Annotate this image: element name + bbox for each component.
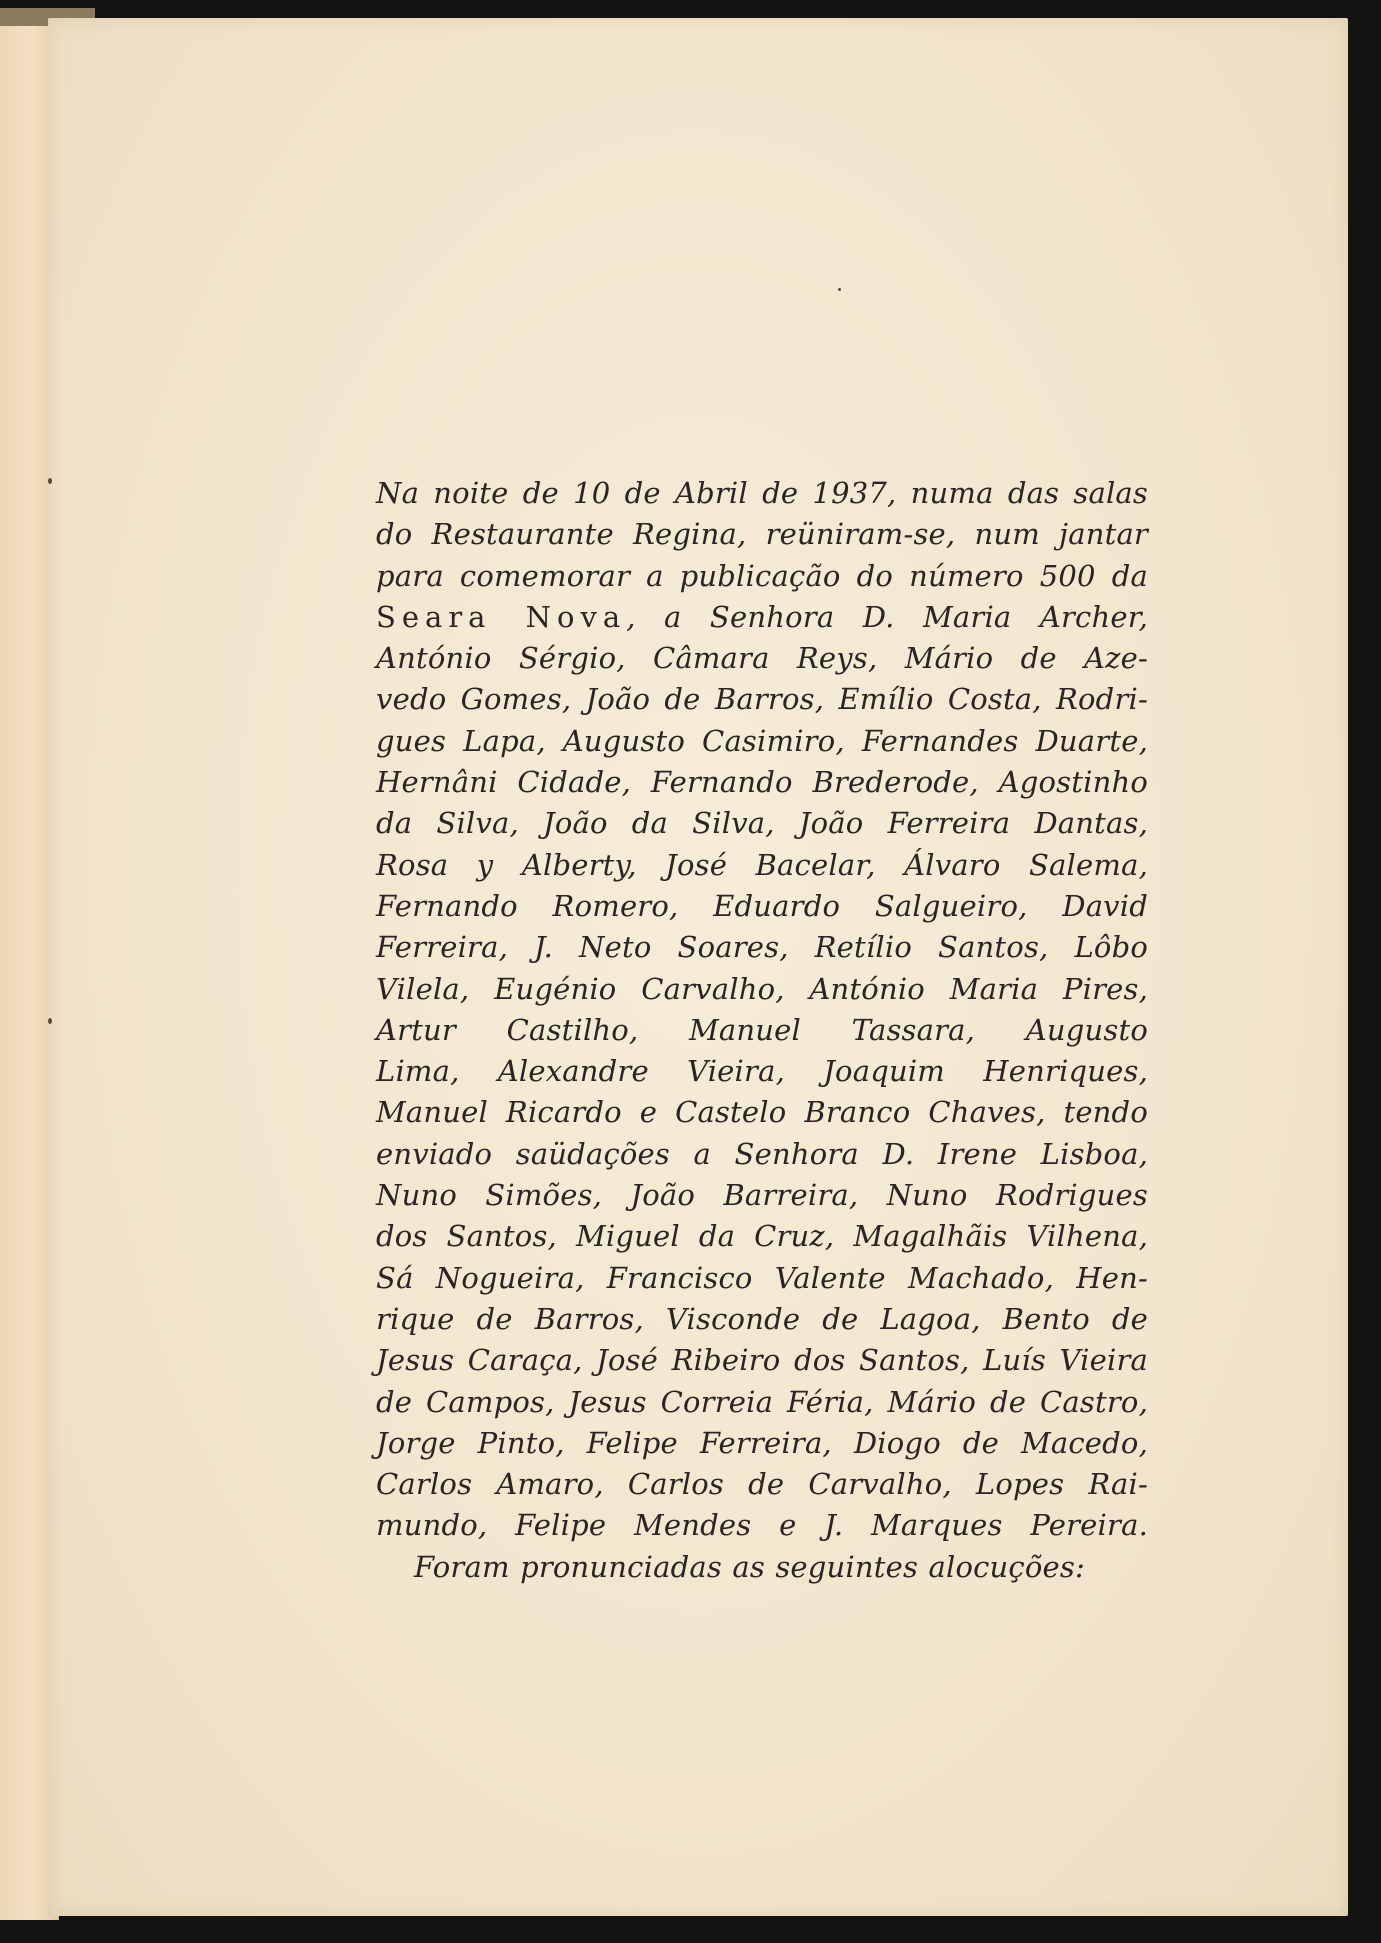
- text-line: de Campos, Jesus Correia Féria, Mário de Castro,: [376, 1384, 1148, 1419]
- text-line: Artur Castilho, Manuel Tassara, Augusto: [376, 1012, 1148, 1047]
- text-line: enviado saüdações a Senhora D. Irene Lisboa,: [376, 1136, 1148, 1171]
- text-line: Fernando Romero, Eduardo Salgueiro, David: [376, 888, 1148, 923]
- text-line: Lima, Alexandre Vieira, Joaquim Henriques,: [376, 1054, 1148, 1089]
- text-line: Jesus Caraça, José Ribeiro dos Santos, Luís Vieira: [376, 1343, 1148, 1378]
- text-line-rest: , a Senhora D. Maria Archer,: [626, 599, 1148, 634]
- text-line: Ferreira, J. Neto Soares, Retílio Santos, Lôbo: [376, 930, 1148, 965]
- text-line: Vilela, Eugénio Carvalho, António Maria Pires,: [376, 971, 1148, 1006]
- text-line: Sá Nogueira, Francisco Valente Machado, Hen-: [376, 1260, 1148, 1295]
- journal-name: Seara Nova: [376, 599, 627, 634]
- book-page: [48, 18, 1348, 1916]
- text-line: Na noite de 10 de Abril de 1937, numa das salas: [376, 476, 1148, 510]
- closing-line: Foram pronunciadas as seguintes alocuções:: [414, 1549, 1085, 1584]
- text-line: rique de Barros, Visconde de Lagoa, Bento de: [376, 1301, 1148, 1336]
- text-line: [376, 597, 1148, 638]
- text-line: da Silva, João da Silva, João Ferreira Dantas,: [376, 806, 1148, 841]
- text-line: vedo Gomes, João de Barros, Emílio Costa, Rodri-: [376, 682, 1148, 717]
- text-line: Manuel Ricardo e Castelo Branco Chaves, tendo: [376, 1095, 1148, 1130]
- text-line: Rosa y Alberty, José Bacelar, Álvaro Salema,: [376, 847, 1148, 882]
- paper-speck: [838, 288, 841, 291]
- body-paragraph: [376, 473, 1148, 1588]
- text-line: António Sérgio, Câmara Reys, Mário de Aze-: [376, 641, 1148, 676]
- text-line: Jorge Pinto, Felipe Ferreira, Diogo de Macedo,: [376, 1425, 1148, 1460]
- text-line: do Restaurante Regina, reüniram-se, num jantar: [376, 517, 1148, 552]
- paper-speck: [48, 478, 52, 484]
- text-line: Nuno Simões, João Barreira, Nuno Rodrigues: [376, 1178, 1148, 1213]
- text-line: Hernâni Cidade, Fernando Brederode, Agostinho: [376, 765, 1148, 800]
- text-line: Carlos Amaro, Carlos de Carvalho, Lopes Rai-: [376, 1467, 1148, 1502]
- text-line: para comemorar a publicação do número 500 da: [376, 558, 1148, 593]
- text-line: mundo, Felipe Mendes e J. Marques Pereira.: [376, 1508, 1148, 1543]
- paper-speck: [48, 1018, 52, 1024]
- text-line: dos Santos, Miguel da Cruz, Magalhãis Vilhena,: [376, 1219, 1148, 1254]
- text-line: gues Lapa, Augusto Casimiro, Fernandes Duarte,: [376, 723, 1148, 758]
